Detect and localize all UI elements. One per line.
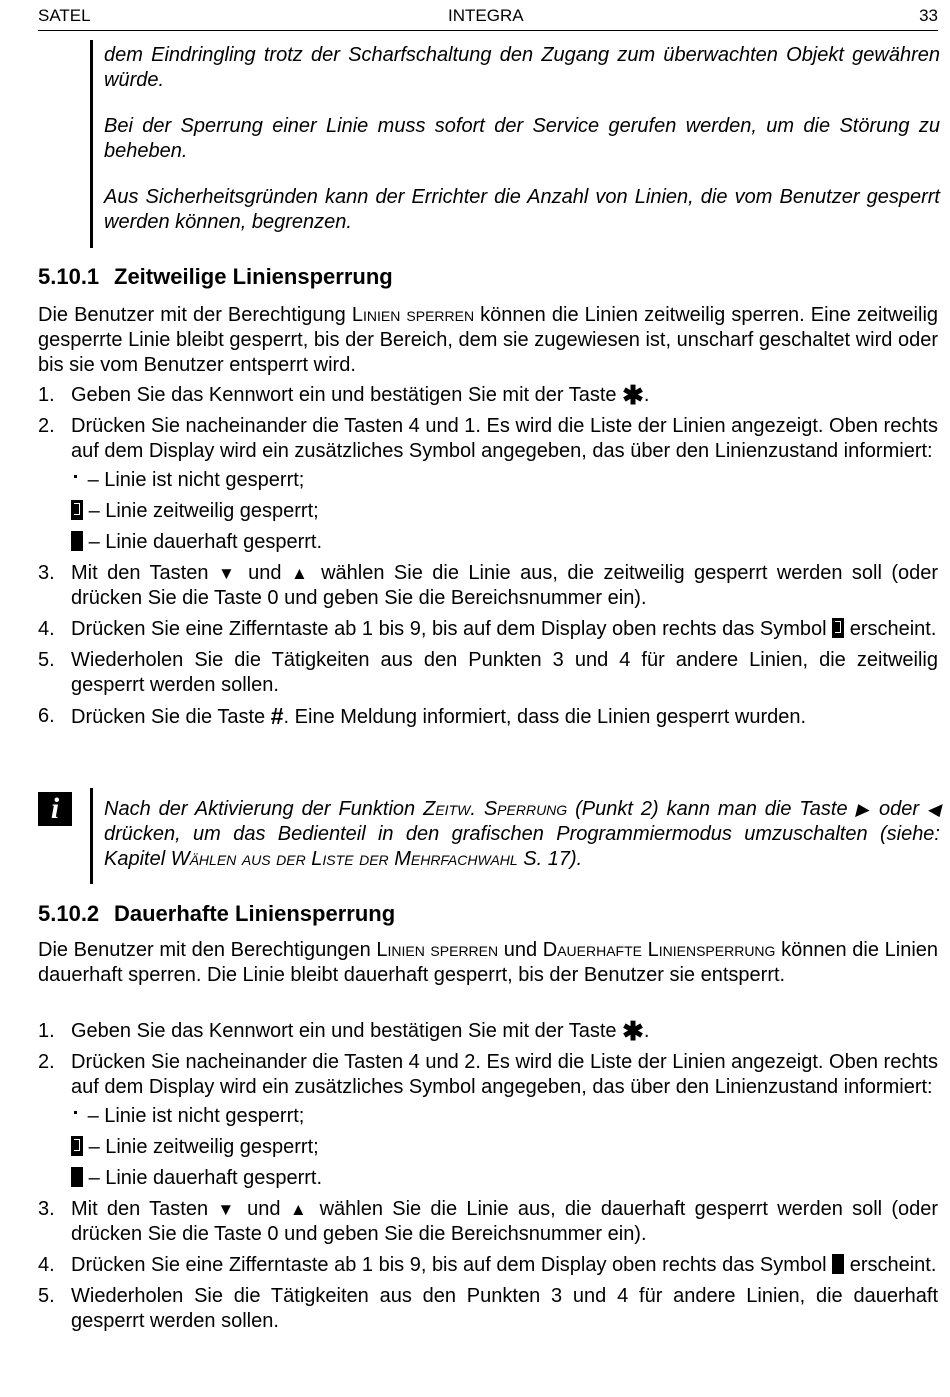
temporary-block-icon — [71, 1136, 83, 1156]
state-symbols: – Linie ist nicht gesperrt; – Linie zeitweilig gesperrt; – Linie dauerhaft gesperrt. — [71, 1104, 938, 1191]
page-number: 33 — [919, 6, 938, 25]
state-symbols: – Linie ist nicht gesperrt; – Linie zeitweilig gesperrt; – Linie dauerhaft gesperrt. — [71, 468, 938, 555]
header-brand: SATEL — [38, 6, 91, 25]
dot-symbol-icon — [74, 1111, 77, 1114]
arrow-right-icon: ▶ — [855, 800, 872, 819]
arrow-down-icon: ▼ — [217, 1200, 238, 1219]
permission-name: Linien sperren — [376, 939, 499, 961]
step: 6. Drücken Sie die Taste #. Eine Meldung informiert, dass die Linien gesperrt wurden. — [38, 703, 807, 729]
steps-list — [38, 380, 939, 736]
step: 1. Geben Sie das Kennwort ein und bestätigen Sie mit der Taste ✱. — [38, 380, 650, 410]
note-paragraph: dem Eindringling trotz der Scharfschaltung den Zugang zum überwachten Objekt gewähren würde. — [104, 44, 940, 91]
info-note — [90, 788, 940, 884]
star-key-icon: ✱ — [622, 380, 644, 410]
step: 2. Drücken Sie nacheinander die Tasten 4 und 2. Es wird die Liste der Linien angezeigt. Oben rechts auf dem Display wird ein zusätzliches Symbol angegeben, das über den Linienzustand informiert: – Linie ist nicht gesperrt; – Linie zeitweilig gesperrt; – Linie dauerhaft gesperrt. — [38, 1051, 938, 1189]
arrow-left-icon: ◀ — [926, 800, 941, 819]
permission-name: Dauerhafte Liniensperrung — [542, 939, 776, 961]
permanent-block-icon — [71, 1167, 83, 1187]
step: 2. Drücken Sie nacheinander die Tasten 4 und 1. Es wird die Liste der Linien angezeigt. Oben rechts auf dem Display wird ein zusätzliches Symbol angegeben, das über den Linienzustand informiert: – Linie ist nicht gesperrt; – Linie zeitweilig gesperrt; – Linie dauerhaft gesperrt. — [38, 415, 938, 553]
step: 5. Wiederholen Sie die Tätigkeiten aus den Punkten 3 und 4 für andere Linien, die dauerhaft gesperrt werden sollen. — [38, 1285, 938, 1332]
step: 3. Mit den Tasten ▼ und ▲ wählen Sie die Linie aus, die zeitweilig gesperrt werden soll (oder drücken Sie die Taste 0 und geben Sie die Bereichsnummer ein). — [38, 562, 939, 609]
permission-name: Linien sperren — [351, 304, 475, 326]
note-paragraph: Aus Sicherheitsgründen kann der Errichter die Anzahl von Linien, die vom Benutzer gesperrt werden können, begrenzen. — [104, 186, 940, 233]
section-heading-5-10-1: 5.10.1 Zeitweilige Liniensperrung — [38, 264, 393, 289]
section-heading-5-10-2: 5.10.2 Dauerhafte Liniensperrung — [38, 901, 396, 926]
section-intro: Die Benutzer mit den Berechtigungen Linien sperren und Dauerhafte Liniensperrung können die Linien dauerhaft sperren. Die Linie bleibt dauerhaft gesperrt, bis der Benutzer sie entsperrt. — [38, 939, 939, 986]
star-key-icon: ✱ — [622, 1016, 644, 1046]
header-product: INTEGRA — [448, 6, 524, 25]
step: 1. Geben Sie das Kennwort ein und bestätigen Sie mit der Taste ✱. — [38, 1016, 650, 1046]
arrow-up-icon: ▲ — [290, 564, 312, 583]
page-header — [38, 0, 938, 31]
steps-list — [38, 1016, 939, 1340]
info-note-text: Nach der Aktivierung der Funktion Zeitw. Sperrung (Punkt 2) kann man die Taste ▶ oder ◀ drücken, um das Bedienteil in den grafischen Programmiermodus umzuschalten (siehe: Kapitel Wählen aus der Liste der Mehrfachwahl S. 17). — [104, 798, 941, 870]
step: 4. Drücken Sie eine Zifferntaste ab 1 bis 9, bis auf dem Display oben rechts das Symbol erscheint. — [38, 618, 937, 640]
arrow-up-icon: ▲ — [289, 1200, 311, 1219]
section-intro: Die Benutzer mit der Berechtigung Linien sperren können die Linien zeitweilig sperren. Eine zeitweilig gesperrte Linie bleibt gesperrt, bis der Bereich, dem sie zugewiesen ist, unscharf geschaltet wird oder bis sie vom Benutzer entsperrt wird. — [38, 304, 939, 376]
note-paragraph: Bei der Sperrung einer Linie muss sofort der Service gerufen werden, um die Störung zu beheben. — [104, 115, 940, 162]
hash-key-icon: # — [270, 703, 284, 729]
temporary-block-icon — [832, 618, 844, 638]
dot-symbol-icon — [74, 475, 77, 478]
temporary-block-icon — [71, 500, 83, 520]
info-icon: i — [38, 792, 72, 826]
permanent-block-icon — [71, 531, 83, 551]
warning-note — [90, 40, 940, 248]
permanent-block-icon — [832, 1254, 844, 1274]
step: 5. Wiederholen Sie die Tätigkeiten aus den Punkten 3 und 4 für andere Linien, die zeitweilig gesperrt werden sollen. — [38, 649, 938, 696]
step: 3. Mit den Tasten ▼ und ▲ wählen Sie die Linie aus, die dauerhaft gesperrt werden soll (oder drücken Sie die Taste 0 und geben Sie die Bereichsnummer ein). — [38, 1198, 939, 1245]
step: 4. Drücken Sie eine Zifferntaste ab 1 bis 9, bis auf dem Display oben rechts das Symbol erscheint. — [38, 1254, 937, 1276]
arrow-down-icon: ▼ — [217, 564, 239, 583]
